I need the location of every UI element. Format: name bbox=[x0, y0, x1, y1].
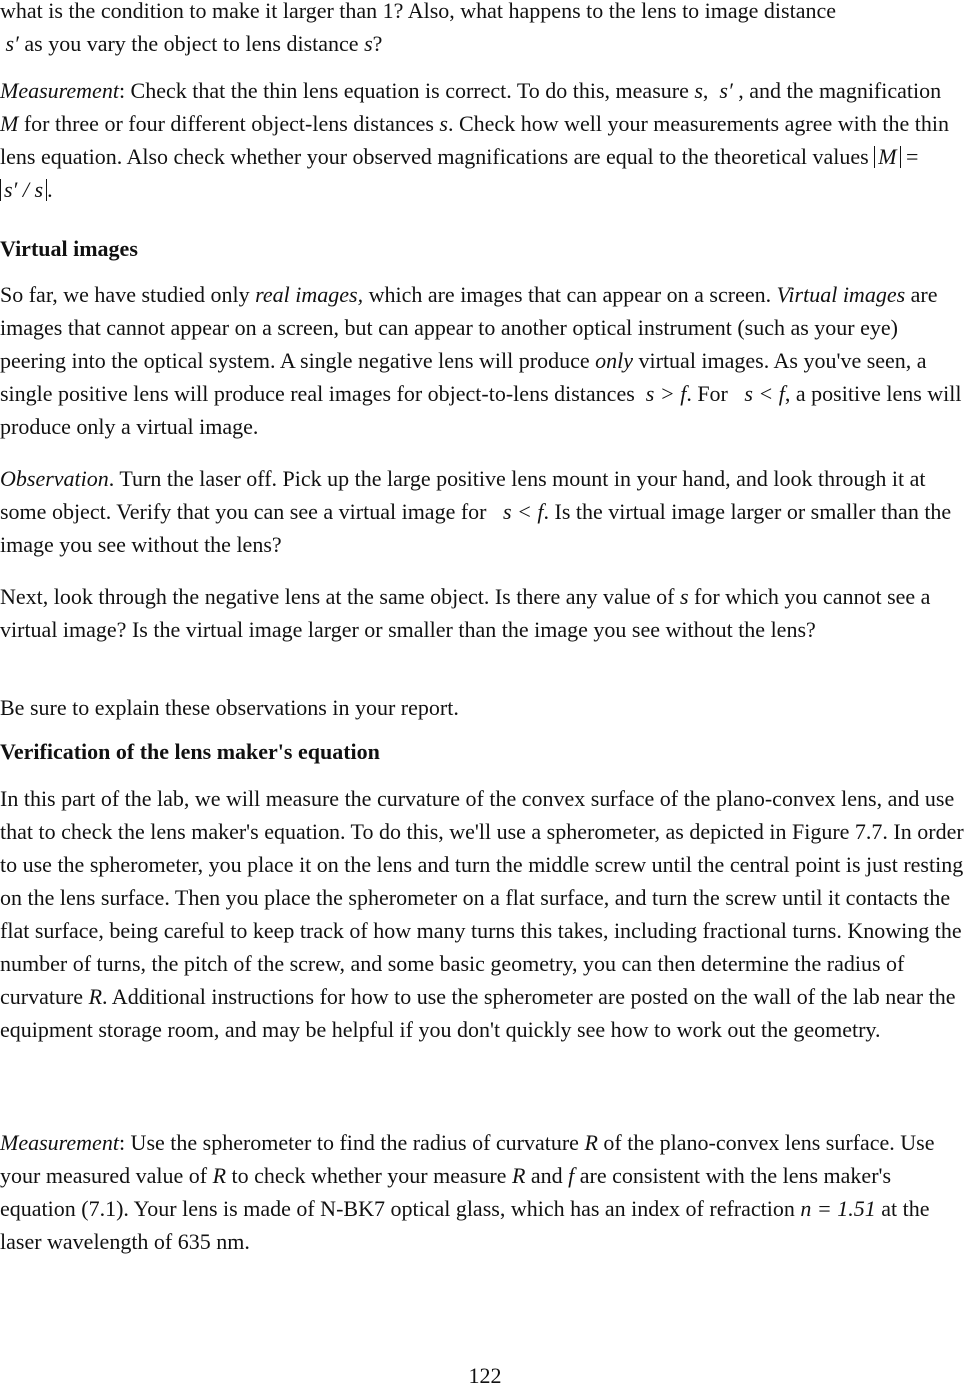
magnitude-ratio: s′ / s bbox=[0, 179, 47, 201]
paragraph-virtual-images: So far, we have studied only real images, which are images that can appear on a screen. Virtual images are images that cannot appear on a screen, but can appear to another optical instrument (such as your eye) peering into the optical system. A single negative lens will produce only virtual images. As you've seen, a single positive lens will produce real images for object-to-lens distances s > f. For s < f, a positive lens will produce only a virtual image. bbox=[0, 282, 962, 439]
paragraph-continuation: what is the condition to make it larger than 1? Also, what happens to the lens to image distance s′ as you vary the object to lens distance s? bbox=[0, 0, 837, 56]
heading-lens-maker: Verification of the lens maker's equation bbox=[0, 739, 380, 764]
paragraph-explain: Be sure to explain these observations in your report. bbox=[0, 695, 459, 720]
page-number: 122 bbox=[468, 1363, 502, 1388]
paragraph-observation: Observation. Turn the laser off. Pick up the large positive lens mount in your hand, and look through it at some object. Verify that you can see a virtual image for s < f. Is the virtual image larger or smaller than the image you see without the lens? bbox=[0, 466, 952, 557]
heading-virtual-images: Virtual images bbox=[0, 236, 138, 261]
paragraph-measurement-2: Measurement: Use the spherometer to find the radius of curvature R of the plano-convex lens surface. Use your measured value of R to check whether your measure R and f are consistent with the lens maker's equation (7.1). Your lens is made of N-BK7 optical glass, which has an index of refraction n = 1.51 at the laser wavelength of 635 nm. bbox=[0, 1130, 935, 1254]
paragraph-spherometer: In this part of the lab, we will measure the curvature of the convex surface of the plano-convex lens, and use that to check the lens maker's equation. To do this, we'll use a spherometer, as depicted in Figure 7.7. In order to use the spherometer, you place it on the lens and turn the middle screw until the central point is just resting on the lens surface. Then you place the spherometer on a flat surface, and turn the screw until it contacts the flat surface, being careful to keep track of how many turns this takes, including fractional turns. Knowing the number of turns, the pitch of the screw, and some basic geometry, you can then determine the radius of curvature R. Additional instructions for how to use the spherometer are posted on the wall of the lab near the equipment storage room, and may be helpful if you don't quickly see how to work out the geometry. bbox=[0, 786, 964, 1042]
paragraph-measurement-1: Measurement: Check that the thin lens equation is correct. To do this, measure s, s′ , and the magnification M for three or four different object-lens distances s. Check how well your measurements agree with the thin lens equation. Also check whether your observed magnifications are equal to the theoretical values M = s′ / s . bbox=[0, 78, 949, 202]
s-prime-symbol: s′ bbox=[5, 31, 19, 56]
magnitude-M: M bbox=[874, 146, 900, 168]
paragraph-negative-lens: Next, look through the negative lens at the same object. Is there any value of s for which you cannot see a virtual image? Is the virtual image larger or smaller than the image you see without the lens? bbox=[0, 584, 931, 642]
